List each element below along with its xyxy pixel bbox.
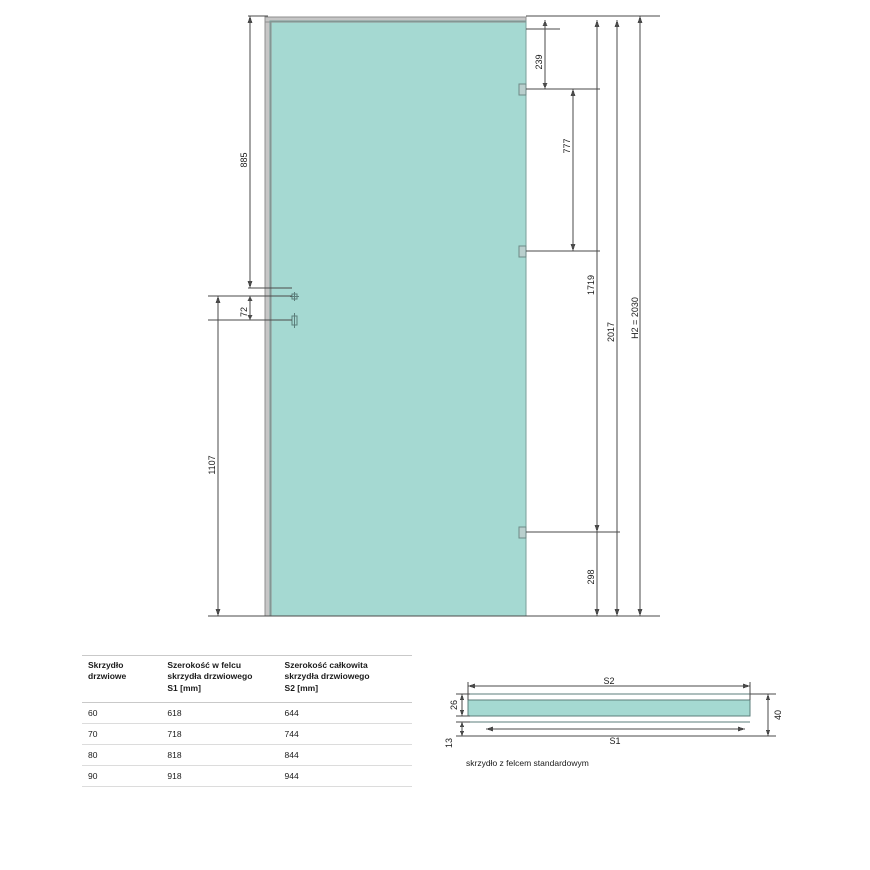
cell-s1: 618 bbox=[161, 702, 278, 723]
table-header-s1 bbox=[161, 656, 278, 703]
header-line: Szerokość całkowita bbox=[284, 660, 368, 670]
dim-label-72: 72 bbox=[239, 306, 249, 318]
cell-s1: 818 bbox=[161, 744, 278, 765]
dim-label-2017: 2017 bbox=[606, 321, 616, 343]
hinge-bottom bbox=[519, 527, 526, 538]
cell-leaf: 80 bbox=[82, 744, 161, 765]
door-leaf-panel bbox=[270, 20, 526, 616]
section-rebate-top bbox=[468, 694, 750, 700]
section-caption: skrzydło z felcem standardowym bbox=[466, 758, 589, 768]
cell-s1: 918 bbox=[161, 765, 278, 786]
table-header-leaf bbox=[82, 656, 161, 703]
table-header-row bbox=[82, 656, 412, 703]
dim-label-1719: 1719 bbox=[586, 274, 596, 296]
cell-s2: 744 bbox=[279, 723, 412, 744]
dim-label-13: 13 bbox=[444, 737, 454, 749]
cell-s2: 844 bbox=[279, 744, 412, 765]
dim-label-h2: H2 = 2030 bbox=[630, 297, 640, 339]
header-line: S2 [mm] bbox=[284, 682, 319, 693]
cell-s2: 644 bbox=[279, 702, 412, 723]
header-line: drzwiowe bbox=[88, 671, 127, 682]
header-line: Szerokość w felcu bbox=[167, 660, 242, 670]
table-header-s2 bbox=[279, 656, 412, 703]
hinge-middle bbox=[519, 246, 526, 257]
header-line: Skrzydło bbox=[88, 660, 124, 670]
dim-label-1107: 1107 bbox=[207, 455, 217, 475]
cell-s2: 944 bbox=[279, 765, 412, 786]
cell-leaf: 70 bbox=[82, 723, 161, 744]
hinge-top bbox=[519, 84, 526, 95]
dim-label-777: 777 bbox=[562, 138, 572, 154]
table-row bbox=[82, 702, 412, 723]
header-line: skrzydła drzwiowego bbox=[167, 671, 253, 682]
dim-label-s2: S2 bbox=[603, 676, 615, 686]
leaf-width-table bbox=[82, 655, 412, 787]
table-row bbox=[82, 765, 412, 786]
table-row bbox=[82, 723, 412, 744]
section-leaf-body bbox=[468, 700, 750, 716]
cell-s1: 718 bbox=[161, 723, 278, 744]
dim-label-s1: S1 bbox=[609, 736, 621, 746]
header-line: skrzydła drzwiowego bbox=[284, 671, 370, 682]
dim-label-40: 40 bbox=[773, 709, 783, 721]
dim-label-885: 885 bbox=[239, 152, 249, 168]
dim-label-26: 26 bbox=[449, 699, 459, 711]
header-line: S1 [mm] bbox=[167, 682, 201, 693]
leaf-section-detail bbox=[456, 682, 776, 736]
table-row bbox=[82, 744, 412, 765]
cell-leaf: 90 bbox=[82, 765, 161, 786]
dim-label-298: 298 bbox=[586, 569, 596, 585]
dim-label-239: 239 bbox=[534, 54, 544, 70]
cell-leaf: 60 bbox=[82, 702, 161, 723]
